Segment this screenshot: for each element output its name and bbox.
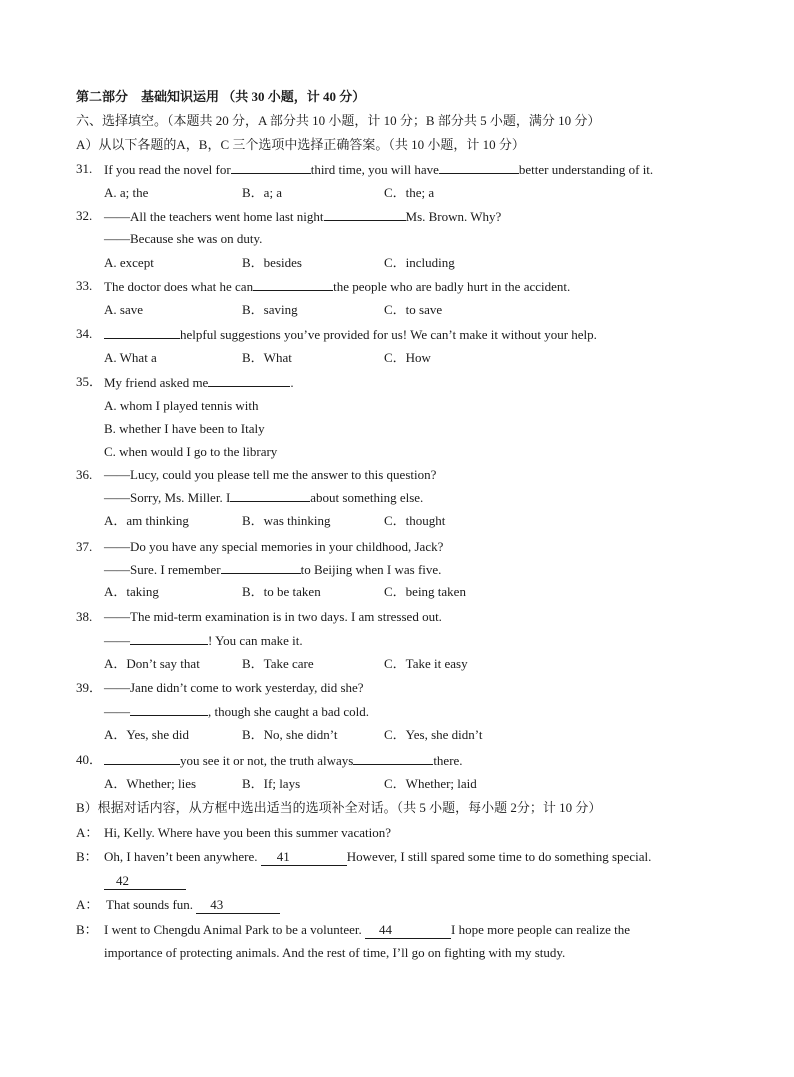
option-c: C．to save xyxy=(384,302,443,317)
speaker: B： xyxy=(76,922,98,937)
option-b: B．was thinking xyxy=(242,513,331,528)
dialogue-text: That sounds fun. xyxy=(106,897,194,912)
question-number: 38. xyxy=(76,609,93,624)
answer-blank xyxy=(439,161,519,174)
question-number: 37. xyxy=(76,539,93,554)
dialogue-text: I went to Chengdu Animal Park to be a volunteer. xyxy=(104,922,362,937)
stem-part: the people who are badly hurt in the accident. xyxy=(333,279,571,294)
option-a: A. whom I played tennis with xyxy=(104,398,259,413)
section-title-text: 第二部分 基础知识运用 xyxy=(76,89,220,104)
stem-part: . xyxy=(290,375,294,390)
numbered-blank xyxy=(261,849,347,866)
dialogue-line: importance of protecting animals. And the rest of time, I’ll go on fighting with my study. xyxy=(104,945,566,960)
question-text-line2 xyxy=(104,561,441,578)
question-text xyxy=(104,208,501,225)
answer-blank xyxy=(253,278,333,291)
option-a: A. except xyxy=(104,255,154,270)
section-title-paren: （共 30 小题，计 40 分） xyxy=(222,89,366,104)
option-b: B．No, she didn’t xyxy=(242,727,338,742)
dialogue-line xyxy=(106,897,280,914)
question-number: 36. xyxy=(76,467,93,482)
question-text xyxy=(104,278,570,295)
speaker: A： xyxy=(76,897,99,912)
question-text: ——Do you have any special memories in your childhood, Jack? xyxy=(104,539,444,554)
stem-part: there. xyxy=(433,753,463,768)
dialogue-line xyxy=(104,922,630,939)
option-a: A．am thinking xyxy=(104,513,189,528)
stem-part: you see it or not, the truth always xyxy=(180,753,354,768)
option-c: C．the; a xyxy=(384,185,435,200)
stem-part: about something else. xyxy=(310,490,424,505)
six-heading: 六、选择填空。（本题共 20 分，A 部分共 10 小题，计 10 分；B 部分共 5 小题，满分 10 分） xyxy=(76,113,601,128)
dialogue-text: I hope more people can realize the xyxy=(451,922,631,937)
question-number: 31. xyxy=(76,161,93,176)
option-b: B．saving xyxy=(242,302,298,317)
dialogue-text: However, I still spared some time to do something special. xyxy=(346,849,652,864)
question-number: 32. xyxy=(76,208,93,223)
option-a: A. save xyxy=(104,302,143,317)
option-b: B．a; a xyxy=(242,185,283,200)
option-b: B．If; lays xyxy=(242,776,301,791)
question-text xyxy=(104,374,294,391)
stem-part: to Beijing when I was five. xyxy=(300,562,442,577)
question-text xyxy=(104,752,463,769)
answer-blank xyxy=(208,374,290,387)
speaker: B： xyxy=(76,849,98,864)
option-b: B．What xyxy=(242,350,292,365)
numbered-blank xyxy=(104,873,186,890)
option-c: C．thought xyxy=(384,513,446,528)
option-b: B．Take care xyxy=(242,656,314,671)
blank-number: 43 xyxy=(210,897,224,912)
numbered-blank xyxy=(365,922,451,939)
dialogue-line xyxy=(104,873,186,890)
option-c: C. when would I go to the library xyxy=(104,444,278,459)
option-a: A．taking xyxy=(104,584,159,599)
question-text xyxy=(104,161,653,178)
numbered-blank xyxy=(196,897,280,914)
option-a: A. What a xyxy=(104,350,157,365)
option-b: B．to be taken xyxy=(242,584,321,599)
question-text-line2 xyxy=(104,489,423,506)
stem-part: ! You can make it. xyxy=(208,633,303,648)
option-a: A．Don’t say that xyxy=(104,656,200,671)
question-text: ——Lucy, could you please tell me the answer to this question? xyxy=(104,467,437,482)
stem-part: third time, you will have xyxy=(310,162,439,177)
question-number: 39． xyxy=(76,680,103,695)
answer-blank xyxy=(130,632,208,645)
option-a: A．Whether; lies xyxy=(104,776,197,791)
option-b: B. whether I have been to Italy xyxy=(104,421,265,436)
part-a-heading: A）从以下各题的A，B，C 三个选项中选择正确答案。（共 10 小题，计 10 分） xyxy=(76,137,525,152)
answer-blank xyxy=(104,326,180,339)
option-c: C．Yes, she didn’t xyxy=(384,727,483,742)
stem-part: helpful suggestions you’ve provided for us! We can’t make it without your help. xyxy=(180,327,597,342)
question-number: 34. xyxy=(76,326,93,341)
question-text-line2: ——Because she was on duty. xyxy=(104,231,263,246)
stem-part: , though she caught a bad cold. xyxy=(208,704,370,719)
option-c: C．Whether; laid xyxy=(384,776,477,791)
stem-part: The doctor does what he can xyxy=(104,279,254,294)
question-text: ——Jane didn’t come to work yesterday, did she? xyxy=(104,680,364,695)
answer-blank xyxy=(130,703,208,716)
question-text-line2 xyxy=(104,703,369,720)
stem-part: ——Sure. I remember xyxy=(104,562,221,577)
answer-blank xyxy=(230,489,310,502)
blank-number: 41 xyxy=(276,849,290,864)
option-a: A．Yes, she did xyxy=(104,727,189,742)
answer-blank xyxy=(231,161,311,174)
answer-blank xyxy=(353,752,433,765)
question-text xyxy=(104,326,597,343)
stem-part: ——All the teachers went home last night xyxy=(104,209,324,224)
dialogue-text: Oh, I haven’t been anywhere. xyxy=(104,849,258,864)
stem-part: My friend asked me xyxy=(104,375,209,390)
section-title xyxy=(76,89,365,105)
option-c: C．Take it easy xyxy=(384,656,468,671)
question-text: ——The mid-term examination is in two days. I am stressed out. xyxy=(104,609,442,624)
question-text-line2 xyxy=(104,632,303,649)
option-c: C．being taken xyxy=(384,584,466,599)
question-number: 33. xyxy=(76,278,93,293)
answer-blank xyxy=(104,752,180,765)
option-a: A. a; the xyxy=(104,185,149,200)
stem-part: Ms. Brown. Why? xyxy=(405,209,502,224)
dialogue-line: Hi, Kelly. Where have you been this summer vacation? xyxy=(104,825,391,840)
stem-part: —— xyxy=(104,704,130,719)
dialogue-line xyxy=(104,849,651,866)
question-number: 40． xyxy=(76,752,103,767)
speaker: A： xyxy=(76,825,99,840)
stem-part: If you read the novel for xyxy=(104,162,231,177)
question-number: 35． xyxy=(76,374,103,389)
blank-number: 44 xyxy=(379,922,393,937)
part-b-heading: B）根据对话内容，从方框中选出适当的选项补全对话。（共 5 小题，每小题 2分；计 10 分） xyxy=(76,800,602,815)
stem-part: better understanding of it. xyxy=(518,162,654,177)
stem-part: —— xyxy=(104,633,130,648)
answer-blank xyxy=(324,208,406,221)
option-b: B．besides xyxy=(242,255,302,270)
stem-part: ——Sorry, Ms. Miller. I xyxy=(104,490,231,505)
option-c: C．including xyxy=(384,255,455,270)
option-c: C．How xyxy=(384,350,431,365)
blank-number: 42 xyxy=(116,873,129,888)
answer-blank xyxy=(221,561,301,574)
